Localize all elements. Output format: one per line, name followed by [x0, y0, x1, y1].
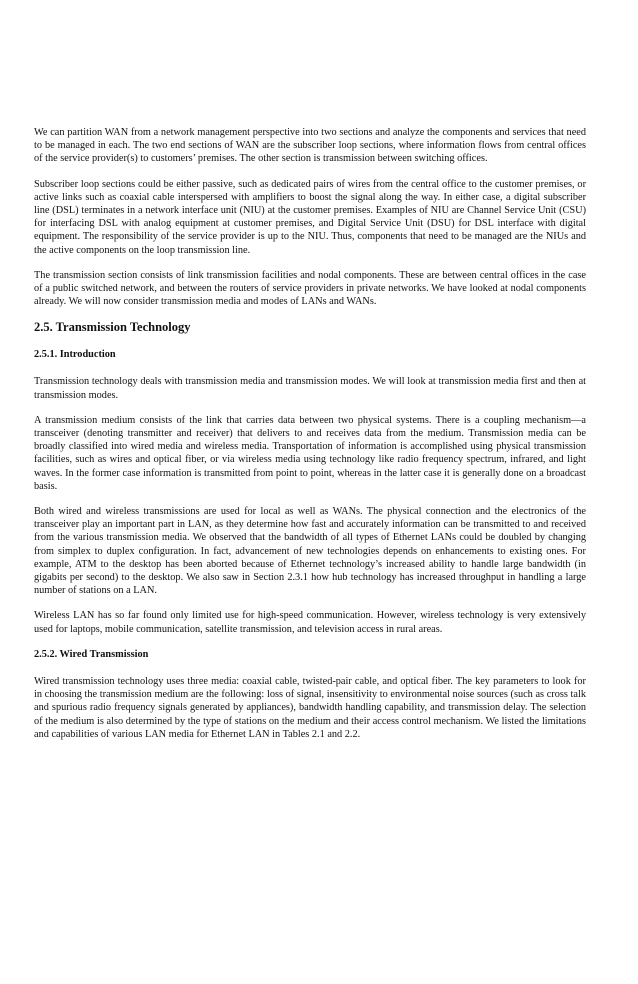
paragraph-subscriber-loop: Subscriber loop sections could be either passive, such as dedicated pairs of wires from the central office to the customer premises, or active links such as coaxial cable interspersed with amplifiers to boost the signal along the way. In either case, a digital subscriber line (DSL) terminates in a network interface unit (NIU) at the customer premises. Examples of NIU are Channel Service Unit (CSU) for interfacing DSL with analog equipment at customer premises, and Digital Service Unit (DSU) for DSL interface with digital equipment. The responsibility of the service provider is up to the NIU. Thus, components that need to be managed are the NIUs and the active components on the loop transmission line.	[34, 178, 586, 256]
paragraph-intro-media-modes: Transmission technology deals with transmission media and transmission modes. We will look at transmission media first and then at transmission modes.	[34, 376, 586, 401]
paragraph-wired-technology: Wired transmission technology uses three media: coaxial cable, twisted-pair cable, and optical fiber. The key parameters to look for in choosing the transmission medium are the following: loss of signal, insensitivity to environmental noise sources (such as cross talk and spurious radio frequency signals generated by appliances), bandwidth handling capability, and transmission delay. The selection of the medium is also determined by the type of stations on the medium and their access control mechanism. We listed the limitations and capabilities of various LAN media for Ethernet LAN in Tables 2.1 and 2.2.	[34, 675, 586, 740]
paragraph-wan-partition: We can partition WAN from a network management perspective into two sections and analyze the components and services that need to be managed in each. The two end sections of WAN are the subscriber loop sections, where information flows from central offices of the service provider(s) to customers’ premises. The other section is transmission between switching offices.	[34, 127, 586, 165]
subsection-heading-wired-transmission: 2.5.2. Wired Transmission	[34, 648, 149, 660]
paragraph-wireless-lan: Wireless LAN has so far found only limited use for high-speed communication. However, wireless technology is very extensively used for laptops, mobile communication, satellite transmission, and television access in rural areas.	[34, 610, 586, 635]
section-heading-transmission-technology: 2.5. Transmission Technology	[34, 320, 191, 335]
paragraph-transmission-section: The transmission section consists of link transmission facilities and nodal components. These are between central offices in the case of a public switched network, and between the routers of service providers in private networks. We have looked at nodal components already. We will now consider transmission media and modes of LANs and WANs.	[34, 269, 586, 308]
subsection-heading-introduction: 2.5.1. Introduction	[34, 349, 116, 361]
document-page	[34, 126, 586, 753]
paragraph-transmission-medium: A transmission medium consists of the link that carries data between two physical systems. There is a coupling mechanism—a transceiver (denoting transmitter and receiver) that delivers to and receives data from the medium. Transmission media can be broadly classified into wired media and wireless media. Transportation of information is accomplished using physical transmission facilities, such as wires and optical fiber, or via wireless media using technology like radio frequency spectrum, infrared, and light waves. In the former case information is transmitted from point to point, whereas in the latter case it is generally done on a broadcast basis.	[34, 414, 586, 492]
paragraph-wired-wireless: Both wired and wireless transmissions are used for local as well as WANs. The physical connection and the electronics of the transceiver play an important part in LAN, as they determine how fast and accurately information can be transmitted to and received from the various transmission media. We observed that the bandwidth of all types of Ethernet LANs could be doubled by changing from simplex to duplex configuration. In fact, advancement of new technologies depends on enhancements to existing ones. For example, ATM to the desktop has been aborted because of Ethernet technology’s increased ability to handle large bandwidth (in gigabits per second) to the desktop. We also saw in Section 2.3.1 how hub technology has increased throughput in handling a large number of stations on a LAN.	[34, 506, 586, 597]
